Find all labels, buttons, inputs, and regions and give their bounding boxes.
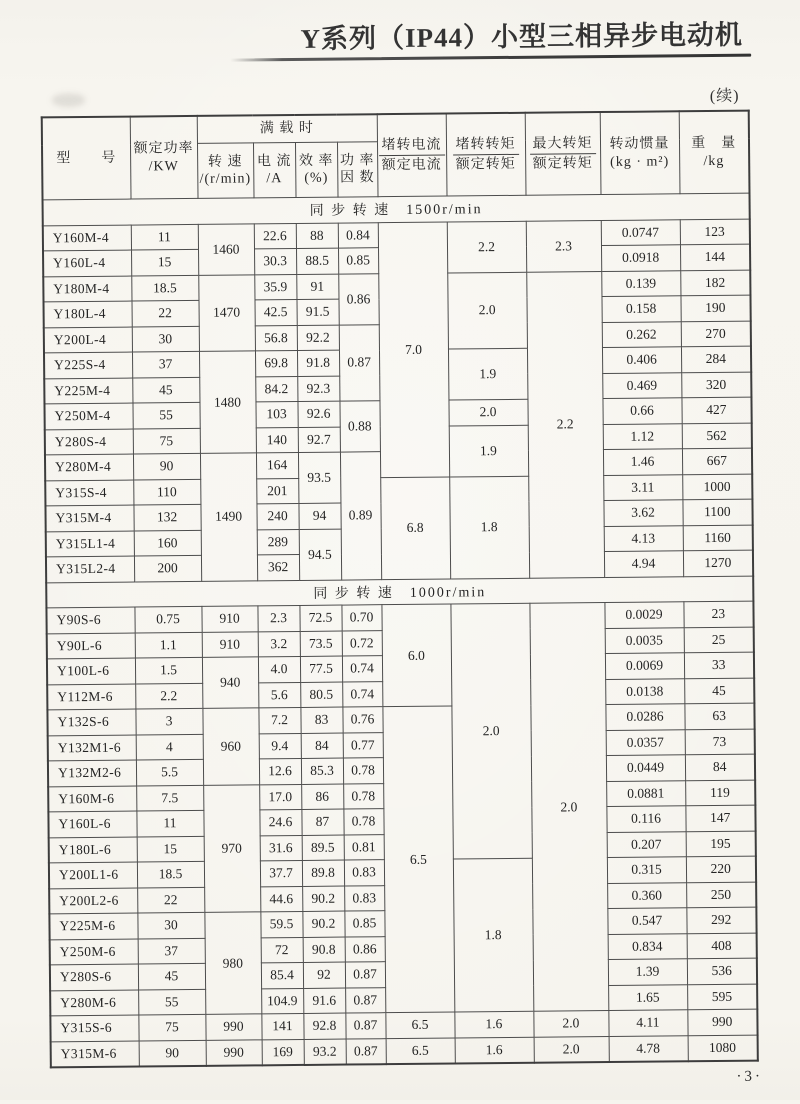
value-cell: 80.5 — [300, 682, 342, 708]
value-cell: 0.0357 — [606, 729, 685, 755]
model-cell: Y90S-6 — [46, 607, 134, 633]
model-cell: Y315M-6 — [51, 1041, 139, 1068]
value-cell: 92.6 — [297, 401, 339, 427]
value-cell: 45 — [138, 963, 205, 989]
model-cell: Y280M-6 — [50, 990, 138, 1016]
value-cell: 94.5 — [299, 529, 341, 580]
value-cell: 2.3 — [526, 220, 601, 272]
motor-spec-table — [41, 110, 759, 1069]
model-cell: Y280S-6 — [50, 964, 138, 990]
value-cell: 3.11 — [603, 474, 682, 500]
value-cell: 169 — [262, 1039, 304, 1065]
value-cell: 1.6 — [455, 1037, 534, 1064]
value-cell: 0.0069 — [605, 653, 684, 679]
value-cell: 141 — [261, 1013, 303, 1039]
value-cell: 1160 — [683, 525, 753, 551]
value-cell: 1480 — [199, 351, 256, 454]
value-cell: 44.6 — [260, 886, 302, 912]
value-cell: 92.8 — [303, 1013, 345, 1039]
value-cell: 94 — [298, 503, 340, 529]
model-cell: Y90L-6 — [47, 633, 135, 659]
model-cell: Y315S-4 — [45, 480, 133, 506]
value-cell: 220 — [686, 856, 756, 882]
value-cell: 37 — [132, 351, 199, 377]
value-cell: 1000 — [682, 474, 752, 500]
model-cell: Y225M-6 — [49, 913, 137, 939]
value-cell: 3.62 — [603, 500, 682, 526]
value-cell: 910 — [201, 606, 257, 632]
value-cell: 35.9 — [254, 274, 296, 300]
value-cell: 37.7 — [260, 860, 302, 886]
value-cell: 1.6 — [454, 1011, 533, 1037]
value-cell: 4.78 — [609, 1035, 688, 1062]
table-header — [42, 111, 750, 200]
value-cell: 72.5 — [299, 605, 341, 631]
value-cell: 140 — [256, 427, 298, 453]
model-cell: Y112M-6 — [47, 684, 135, 710]
value-cell: 37 — [138, 938, 205, 964]
table-row — [51, 1035, 758, 1068]
value-cell: 164 — [256, 452, 298, 478]
value-cell: 289 — [257, 529, 299, 555]
value-cell: 2.0 — [450, 603, 531, 859]
value-cell: 4.11 — [608, 1010, 687, 1036]
col-header-inertia: 转动惯量 (kg · m²) — [600, 111, 680, 194]
value-cell: 250 — [686, 882, 756, 908]
value-cell: 182 — [680, 270, 750, 296]
value-cell: 2.0 — [529, 603, 608, 1012]
page-number: ·3· — [736, 1068, 764, 1085]
col-header-efficiency: 效 率 (%) — [295, 142, 338, 197]
value-cell: 90 — [139, 1040, 206, 1067]
value-cell: 92.2 — [297, 325, 339, 351]
value-cell: 22.6 — [254, 223, 296, 249]
value-cell: 85.3 — [301, 758, 343, 784]
value-cell: 362 — [257, 554, 299, 580]
value-cell: 6.5 — [385, 1012, 454, 1038]
value-cell: 1460 — [198, 223, 254, 275]
model-cell: Y180L-4 — [44, 301, 132, 327]
value-cell: 0.0918 — [601, 245, 680, 271]
model-cell: Y315S-6 — [50, 1015, 138, 1041]
value-cell: 72 — [261, 937, 303, 963]
value-cell: 0.87 — [345, 987, 385, 1013]
value-cell: 5.5 — [136, 759, 203, 785]
value-cell: 0.78 — [343, 783, 383, 809]
model-cell: Y200L2-6 — [49, 888, 137, 914]
value-cell: 84 — [685, 754, 755, 780]
value-cell: 3 — [135, 708, 202, 734]
header-row-1 — [42, 111, 749, 145]
value-cell: 0.87 — [346, 1038, 386, 1064]
model-cell: Y315L2-4 — [46, 556, 134, 582]
value-cell: 5.6 — [258, 682, 300, 708]
value-cell: 23 — [683, 601, 753, 627]
value-cell: 69.8 — [255, 350, 297, 376]
value-cell: 4.0 — [258, 656, 300, 682]
value-cell: 75 — [138, 1014, 205, 1040]
value-cell: 1100 — [682, 499, 752, 525]
value-cell: 6.8 — [380, 477, 450, 580]
value-cell: 90.8 — [303, 937, 345, 963]
value-cell: 536 — [687, 958, 757, 984]
col-header-max-torque-ratio: 最大转矩 额定转矩 — [525, 112, 601, 195]
value-cell: 92 — [303, 962, 345, 988]
value-cell: 0.406 — [602, 347, 681, 373]
value-cell: 0.78 — [343, 809, 383, 835]
value-cell: 93.5 — [298, 452, 340, 503]
value-cell: 0.0138 — [605, 678, 684, 704]
value-cell: 0.360 — [607, 882, 686, 908]
value-cell: 0.83 — [344, 885, 384, 911]
value-cell: 0.72 — [342, 630, 382, 656]
value-cell: 190 — [680, 295, 750, 321]
value-cell: 18.5 — [137, 861, 204, 887]
value-cell: 83 — [300, 707, 342, 733]
value-cell: 90 — [133, 453, 200, 479]
value-cell: 0.86 — [345, 936, 385, 962]
value-cell: 11 — [136, 810, 203, 836]
value-cell: 0.834 — [608, 933, 687, 959]
value-cell: 2.2 — [447, 221, 526, 273]
value-cell: 910 — [202, 631, 258, 657]
model-cell: Y132M2-6 — [48, 760, 136, 786]
value-cell: 103 — [255, 401, 297, 427]
value-cell: 408 — [687, 933, 757, 959]
model-cell: Y180L-6 — [49, 837, 137, 863]
value-cell: 240 — [256, 503, 298, 529]
model-cell: Y315M-4 — [45, 505, 133, 531]
model-cell: Y132S-6 — [47, 709, 135, 735]
value-cell: 0.0029 — [604, 602, 683, 628]
value-cell: 0.116 — [606, 806, 685, 832]
value-cell: 0.75 — [134, 606, 201, 632]
value-cell: 970 — [203, 784, 260, 912]
value-cell: 990 — [205, 1014, 261, 1040]
value-cell: 0.85 — [338, 248, 378, 274]
value-cell: 1.46 — [603, 449, 682, 475]
value-cell: 12.6 — [259, 758, 301, 784]
value-cell: 1.9 — [449, 425, 528, 477]
model-cell: Y280S-4 — [45, 429, 133, 455]
value-cell: 89.5 — [302, 835, 344, 861]
value-cell: 0.315 — [607, 857, 686, 883]
value-cell: 0.76 — [342, 707, 382, 733]
value-cell: 91.6 — [303, 988, 345, 1014]
value-cell: 59.5 — [260, 911, 302, 937]
value-cell: 7.5 — [136, 785, 203, 811]
model-cell: Y280M-4 — [45, 454, 133, 480]
value-cell: 89.8 — [302, 860, 344, 886]
value-cell: 0.85 — [344, 911, 384, 937]
value-cell: 0.139 — [601, 270, 680, 296]
model-cell: Y315L1-4 — [46, 531, 134, 557]
scan-artifact — [52, 93, 86, 107]
value-cell: 1.8 — [449, 476, 529, 579]
value-cell: 980 — [204, 912, 261, 1015]
value-cell: 1080 — [688, 1035, 758, 1062]
continued-label: (续) — [709, 87, 740, 106]
value-cell: 2.3 — [257, 605, 299, 631]
value-cell: 0.84 — [338, 222, 378, 248]
value-cell: 73.5 — [300, 631, 342, 657]
value-cell: 7.0 — [378, 222, 449, 478]
value-cell: 33 — [684, 652, 754, 678]
col-header-locked-torque-ratio: 堵转转矩 额定转矩 — [446, 113, 526, 196]
value-cell: 30 — [137, 912, 204, 938]
value-cell: 0.89 — [340, 452, 381, 580]
value-cell: 92.7 — [298, 427, 340, 453]
value-cell: 6.5 — [382, 706, 454, 1013]
col-header-weight: 重 量 /kg — [679, 111, 750, 194]
value-cell: 22 — [132, 300, 199, 326]
model-cell: Y225M-4 — [44, 378, 132, 404]
section-label: 同 步 转 速 1000r/min — [46, 576, 753, 608]
value-cell: 75 — [133, 428, 200, 454]
value-cell: 24.6 — [259, 809, 301, 835]
value-cell: 0.0881 — [606, 780, 685, 806]
value-cell: 90.2 — [302, 886, 344, 912]
value-cell: 93.2 — [304, 1039, 346, 1065]
value-cell: 45 — [684, 678, 754, 704]
value-cell: 15 — [131, 249, 198, 275]
value-cell: 77.5 — [300, 656, 342, 682]
col-header-current: 电 流 /A — [253, 142, 296, 197]
value-cell: 0.70 — [341, 605, 381, 631]
value-cell: 87 — [301, 809, 343, 835]
value-cell: 0.77 — [343, 732, 383, 758]
value-cell: 940 — [202, 657, 258, 709]
value-cell: 562 — [682, 423, 752, 449]
section-label: 同 步 转 速 1500r/min — [43, 193, 750, 225]
col-header-speed: 转 速 /(r/min) — [197, 143, 254, 199]
col-header-rated-power: 额定功率 /KW — [130, 116, 198, 199]
model-cell: Y250M-6 — [50, 939, 138, 965]
value-cell: 86 — [301, 784, 343, 810]
value-cell: 63 — [684, 703, 754, 729]
value-cell: 144 — [680, 244, 750, 270]
value-cell: 6.0 — [381, 604, 451, 707]
value-cell: 119 — [685, 780, 755, 806]
value-cell: 284 — [681, 346, 751, 372]
value-cell: 990 — [687, 1009, 757, 1035]
value-cell: 55 — [138, 989, 205, 1015]
value-cell: 270 — [681, 321, 751, 347]
value-cell: 0.0747 — [601, 219, 680, 245]
value-cell: 73 — [685, 729, 755, 755]
value-cell: 990 — [206, 1039, 262, 1066]
value-cell: 1.8 — [453, 858, 533, 1012]
model-cell: Y160L-4 — [43, 250, 131, 276]
value-cell: 3.2 — [258, 631, 300, 657]
value-cell: 0.66 — [602, 398, 681, 424]
value-cell: 123 — [680, 219, 750, 245]
value-cell: 110 — [133, 479, 200, 505]
model-cell: Y160M-4 — [43, 225, 131, 251]
value-cell: 9.4 — [259, 733, 301, 759]
value-cell: 201 — [256, 478, 298, 504]
value-cell: 160 — [134, 530, 201, 556]
value-cell: 2.0 — [447, 272, 527, 349]
model-cell: Y225S-4 — [44, 352, 132, 378]
value-cell: 960 — [202, 708, 259, 785]
value-cell: 31.6 — [260, 835, 302, 861]
value-cell: 0.88 — [339, 401, 379, 452]
value-cell: 18.5 — [131, 275, 198, 301]
value-cell: 2.2 — [526, 271, 604, 578]
value-cell: 1470 — [198, 274, 255, 351]
value-cell: 200 — [134, 555, 201, 581]
value-cell: 45 — [132, 377, 199, 403]
value-cell: 92.3 — [297, 376, 339, 402]
value-cell: 427 — [681, 397, 751, 423]
value-cell: 91 — [296, 274, 338, 300]
model-cell: Y100L-6 — [47, 658, 135, 684]
table-body — [43, 193, 758, 1067]
value-cell: 2.0 — [448, 399, 527, 425]
value-cell: 1.39 — [608, 959, 687, 985]
value-cell: 6.5 — [386, 1037, 455, 1064]
col-header-locked-current-ratio: 堵转电流 额定电流 — [377, 114, 447, 197]
value-cell: 0.87 — [339, 324, 380, 401]
value-cell: 0.547 — [607, 908, 686, 934]
value-cell: 195 — [686, 831, 756, 857]
value-cell: 88.5 — [296, 248, 338, 274]
value-cell: 30.3 — [254, 248, 296, 274]
value-cell: 30 — [132, 326, 199, 352]
value-cell: 22 — [137, 887, 204, 913]
value-cell: 0.78 — [343, 758, 383, 784]
value-cell: 0.74 — [342, 656, 382, 682]
value-cell: 84.2 — [255, 376, 297, 402]
value-cell: 0.87 — [345, 1013, 385, 1039]
value-cell: 85.4 — [261, 962, 303, 988]
model-cell: Y160M-6 — [48, 786, 136, 812]
value-cell: 0.83 — [344, 860, 384, 886]
value-cell: 4 — [136, 734, 203, 760]
value-cell: 1.9 — [448, 348, 527, 400]
value-cell: 11 — [131, 224, 198, 250]
value-cell: 4.13 — [604, 525, 683, 551]
value-cell: 0.81 — [344, 834, 384, 860]
value-cell: 0.469 — [602, 372, 681, 398]
value-cell: 0.87 — [345, 962, 385, 988]
model-cell: Y132M1-6 — [48, 735, 136, 761]
value-cell: 56.8 — [255, 325, 297, 351]
value-cell: 17.0 — [259, 784, 301, 810]
value-cell: 595 — [687, 984, 757, 1010]
value-cell: 147 — [685, 805, 755, 831]
value-cell: 0.86 — [338, 273, 378, 324]
value-cell: 91.8 — [297, 350, 339, 376]
value-cell: 1.65 — [608, 984, 687, 1010]
model-cell: Y160L-6 — [48, 811, 136, 837]
model-cell: Y250M-4 — [44, 403, 132, 429]
value-cell: 132 — [133, 504, 200, 530]
value-cell: 0.0286 — [605, 704, 684, 730]
value-cell: 2.0 — [534, 1036, 609, 1063]
value-cell: 0.262 — [602, 321, 681, 347]
value-cell: 0.0449 — [606, 755, 685, 781]
value-cell: 1490 — [200, 453, 257, 581]
value-cell: 15 — [137, 836, 204, 862]
value-cell: 1.12 — [603, 423, 682, 449]
value-cell: 104.9 — [261, 988, 303, 1014]
value-cell: 0.0035 — [605, 627, 684, 653]
model-cell: Y180M-4 — [43, 276, 131, 302]
value-cell: 0.74 — [342, 681, 382, 707]
value-cell: 2.0 — [533, 1011, 608, 1037]
value-cell: 91.5 — [296, 299, 338, 325]
value-cell: 1.1 — [135, 632, 202, 658]
value-cell: 1.5 — [135, 657, 202, 683]
value-cell: 88 — [296, 223, 338, 249]
value-cell: 84 — [301, 733, 343, 759]
value-cell: 2.2 — [135, 683, 202, 709]
col-group-full-load: 满 载 时 — [197, 114, 377, 143]
value-cell: 292 — [686, 907, 756, 933]
value-cell: 667 — [682, 448, 752, 474]
page-title: Y系列（IP44）小型三相异步电动机 — [300, 19, 744, 54]
value-cell: 25 — [684, 627, 754, 653]
model-cell: Y200L-4 — [44, 327, 132, 353]
value-cell: 1270 — [683, 550, 753, 576]
value-cell: 42.5 — [254, 299, 296, 325]
value-cell: 55 — [132, 402, 199, 428]
value-cell: 0.158 — [601, 296, 680, 322]
value-cell: 0.207 — [607, 831, 686, 857]
col-header-power-factor: 功 率 因 数 — [337, 142, 378, 197]
value-cell: 4.94 — [604, 551, 683, 577]
model-cell: Y200L1-6 — [49, 862, 137, 888]
value-cell: 7.2 — [258, 707, 300, 733]
value-cell: 90.2 — [302, 911, 344, 937]
col-header-model: 型 号 — [42, 117, 131, 200]
value-cell: 320 — [681, 372, 751, 398]
